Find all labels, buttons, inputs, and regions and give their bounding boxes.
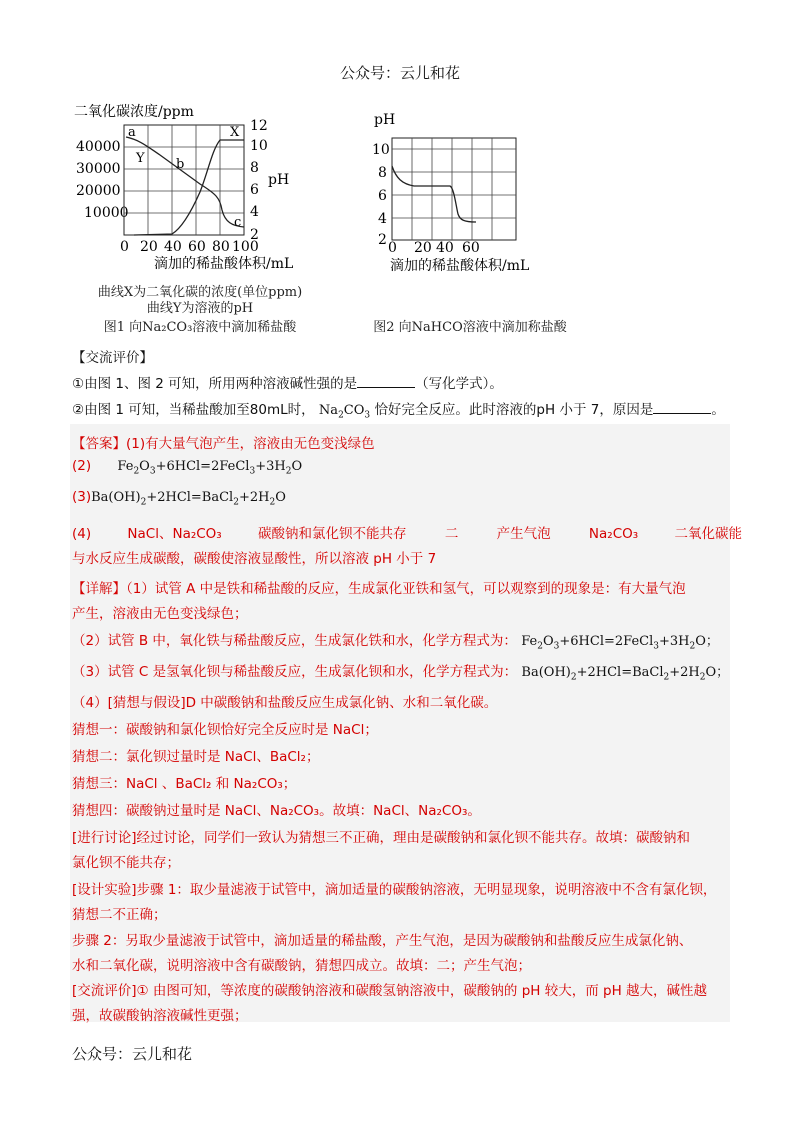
fig1-right-tick: 6 [250, 182, 259, 198]
fig1-legend-1: 曲线X为二氧化碳的浓度(单位ppm) [97, 285, 303, 300]
fig2-y-tick: 6 [378, 188, 387, 204]
fig1-legend-2: 曲线Y为溶液的pH [146, 301, 254, 316]
question-2 [72, 398, 725, 421]
evaluation-1: [交流评价]① 由图可知，等浓度的碳酸钠溶液和碳酸氢钠溶液中，碳酸钠的 pH 较大，而 pH 越大，碱性越 [72, 983, 708, 999]
question-2-end: 。 [711, 402, 725, 418]
page-header: 公众号：云儿和花 [339, 64, 460, 82]
fig1-caption: 图1 向Na₂CO₃溶液中滴加稀盐酸 [103, 320, 297, 335]
question-1 [72, 372, 503, 392]
fig1-x-tick: 0 [120, 239, 129, 255]
fig1-left-tick: 40000 [76, 139, 121, 155]
fig1-label-y: Y [136, 151, 145, 166]
detail-2 [72, 629, 719, 652]
answer-2-label: (2) [72, 458, 92, 474]
answer-blank[interactable] [653, 401, 711, 414]
fig2-ylabel: pH [374, 112, 396, 128]
answer-line-4b: 与水反应生成碳酸，碳酸使溶液显酸性，所以溶液 pH 小于 7 [72, 551, 437, 567]
fig1-label-c: c [234, 215, 242, 230]
answer-4-item: 二 [444, 526, 459, 542]
answer-line-4 [72, 522, 742, 542]
guess-3: 猜想三：NaCl 、BaCl₂ 和 Na₂CO₃； [72, 776, 297, 792]
fig1-label-a: a [128, 125, 136, 140]
detail-4: （4）[猜想与假设]D 中碳酸钠和盐酸反应生成氯化钠、水和二氧化碳。 [72, 695, 498, 711]
answer-line-1: 【答案】(1)有大量气泡产生，溶液由无色变浅绿色 [72, 436, 375, 452]
fig1-label-b: b [176, 157, 185, 172]
fig2-y-tick: 8 [378, 165, 387, 181]
guess-2: 猜想二：氯化钡过量时是 NaCl、BaCl₂； [72, 749, 320, 765]
fig1-x-tick: 60 [188, 239, 206, 255]
answer-line-2 [72, 458, 302, 477]
fig1-x-tick: 80 [212, 239, 230, 255]
fig2-y-tick: 2 [378, 232, 387, 248]
fig1-left-ylabel: 二氧化碳浓度/ppm [74, 104, 194, 120]
answer-4-item: 二氧化碳能 [674, 526, 742, 542]
fig2-grid [392, 138, 516, 240]
page-footer: 公众号：云儿和花 [72, 1045, 193, 1063]
figure-2-chart [370, 108, 570, 276]
fig1-right-tick: 2 [250, 227, 259, 243]
fig2-y-tick: 4 [378, 211, 387, 227]
experiment-2: 步骤 2：另取少量滤液于试管中，滴加适量的稀盐酸，产生气泡，是因为碳酸钠和盐酸反应生成氯化钠、 [72, 933, 693, 949]
answer-4-item: NaCl、Na₂CO₃ [127, 526, 222, 542]
fig2-y-tick: 10 [372, 142, 390, 158]
fig2-xlabel: 滴加的稀盐酸体积/mL [390, 258, 530, 274]
formula-na2co3: $Na_2CO_3$ [318, 403, 371, 421]
fig1-left-tick: 10000 [84, 205, 129, 221]
fig2-x-tick: 60 [462, 240, 480, 256]
question-2-text-b: 恰好完全反应。此时溶液的pH 小于 7，原因是 [374, 402, 654, 418]
fig1-right-tick: 10 [250, 138, 268, 154]
fig2-caption: 图2 向NaHCO溶液中滴加称盐酸 [373, 320, 567, 335]
fig2-plot-frame [392, 138, 516, 240]
answer-4-item: 碳酸钠和氯化钡不能共存 [258, 526, 407, 542]
detail-1b: 产生，溶液由无色变浅绿色； [72, 606, 248, 622]
detail-1: 【详解】（1）试管 A 中是铁和稀盐酸的反应，生成氯化亚铁和氢气，可以观察到的现象是：有大量气泡 [72, 581, 686, 597]
equation-baoh2: $Ba(OH)_2+2HCl=BaCl_2+2H_2O$ [91, 490, 286, 508]
detail-2-text: （2）试管 B 中，氧化铁与稀盐酸反应，生成氯化铁和水，化学方程式为： [72, 633, 517, 649]
equation-baoh2-detail: $Ba(OH)_2+2HCl=BaCl_2+2H_2O$； [521, 665, 730, 683]
evaluation-1b: 强，故碳酸钠溶液碱性更强； [72, 1008, 248, 1024]
fig2-x-tick: 0 [388, 240, 397, 256]
fig1-right-tick: 8 [250, 160, 259, 176]
detail-3-text: （3）试管 C 是氢氧化钡与稀盐酸反应，生成氯化钡和水，化学方程式为： [72, 664, 518, 680]
equation-fe2o3-detail: $Fe_2O_3+6HCl=2FeCl_3+3H_2O$； [521, 634, 719, 652]
answer-3-label: (3) [72, 489, 92, 505]
answer-line-3 [72, 489, 286, 508]
fig1-right-tick: 4 [250, 204, 259, 220]
answer-4-item: 产生气泡 [496, 526, 551, 542]
fig2-curve [392, 166, 476, 222]
figure-1-chart [70, 100, 330, 275]
question-2-text-a: ②由图 1 可知，当稀盐酸加至80mL时， [72, 402, 315, 418]
question-1-tail: （写化学式）。 [415, 376, 503, 392]
section-title: 【交流评价】 [72, 350, 153, 366]
fig2-x-tick: 40 [436, 240, 454, 256]
experiment-1: [设计实验]步骤 1：取少量滤液于试管中，滴加适量的碳酸钠溶液，无明显现象，说明溶液中不含有氯化钡， [72, 882, 717, 898]
equation-fe2o3: $Fe_2O_3+6HCl=2FeCl_3+3H_2O$ [117, 459, 303, 477]
guess-1: 猜想一：碳酸钠和氯化钡恰好完全反应时是 NaCl； [72, 722, 378, 738]
guess-4: 猜想四：碳酸钠过量时是 NaCl、Na₂CO₃。故填：NaCl、Na₂CO₃。 [72, 803, 481, 819]
answer-4-label: (4) [72, 526, 92, 542]
question-1-text: ①由图 1、图 2 可知，所用两种溶液碱性强的是 [72, 376, 358, 392]
experiment-1b: 猜想二不正确； [72, 907, 167, 923]
fig1-x-tick: 20 [140, 239, 158, 255]
discussion-1: [进行讨论]经过讨论，同学们一致认为猜想三不正确，理由是碳酸钠和氯化钡不能共存。故填：碳酸钠和 [72, 830, 691, 846]
experiment-2b: 水和二氧化碳，说明溶液中含有碳酸钠，猜想四成立。故填：二；产生气泡； [72, 958, 531, 974]
fig1-xlabel: 滴加的稀盐酸体积/mL [154, 256, 294, 272]
answer-4-item: Na₂CO₃ [588, 526, 639, 542]
fig1-right-tick-12: 12 [250, 118, 268, 134]
discussion-1b: 氯化钡不能共存； [72, 855, 180, 871]
fig2-x-tick: 20 [414, 240, 432, 256]
fig1-label-x: X [230, 125, 240, 140]
fig1-x-tick: 40 [164, 239, 182, 255]
answer-blank[interactable] [357, 375, 415, 388]
fig1-x-tick: 100 [232, 239, 259, 255]
fig1-left-tick: 30000 [76, 161, 121, 177]
fig1-right-ylabel: pH [268, 172, 290, 188]
fig1-left-tick: 20000 [76, 183, 121, 199]
detail-3 [72, 660, 729, 683]
